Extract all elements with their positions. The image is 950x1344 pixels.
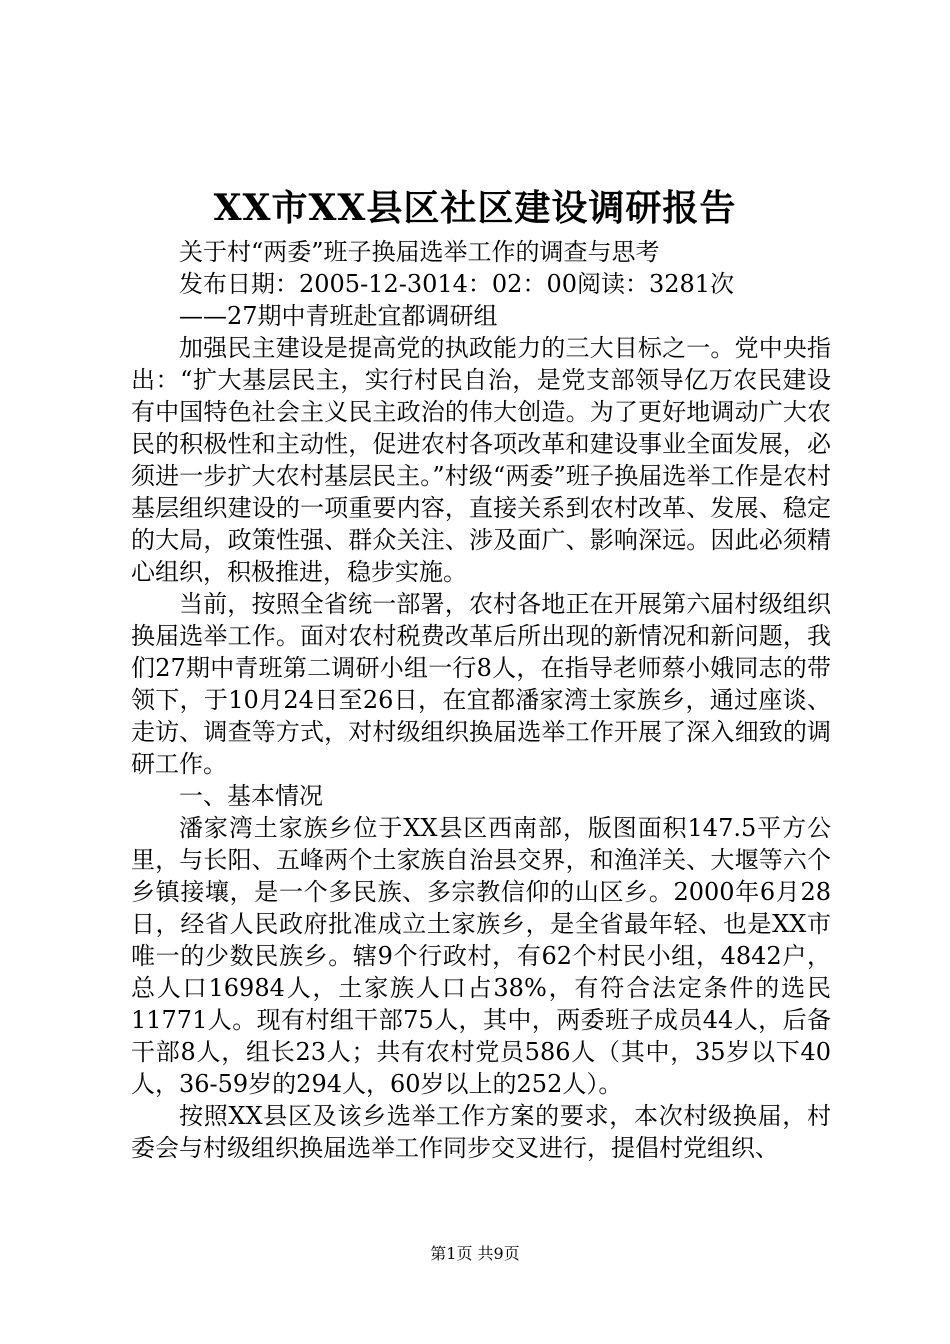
paragraph: 潘家湾土家族乡位于XX县区西南部，版图面积147.5平方公里，与长阳、五峰两个土家族自治县交界，和渔洋关、大堰等六个乡镇接壤，是一个多民族、多宗教信仰的山区乡。2000年6月28日，经省人民政府批准成立土家族乡，是全省最年轻、也是XX市唯一的少数民族乡。辖9个行政村，有62个村民小组，4842户，总人口16984人，土家族人口占38%，有符合法定条件的选民11771人。现有村组干部75人，其中，两委班子成员44人，后备干部8人，组长23人；共有农村党员586人（其中，35岁以下40人，36-59岁的294人，60岁以上的252人）。 bbox=[131, 814, 831, 1098]
document-title: XX市XX县区社区建设调研报告 bbox=[213, 187, 737, 229]
paragraph: 加强民主建设是提高党的执政能力的三大目标之一。党中央指出：“扩大基层民主，实行村民自治，是党支部领导亿万农民建设有中国特色社会主义民主政治的伟大创造。为了更好地调动广大农民的积极性和主动性，促进农村各项改革和建设事业全面发展，必须进一步扩大农村基层民主。”村级“两委”班子换届选举工作是农村基层组织建设的一项重要内容，直接关系到农村改革、发展、稳定的大局，政策性强、群众关注、涉及面广、影响深远。因此必须精心组织，积极推进，稳步实施。 bbox=[131, 334, 831, 586]
document-body bbox=[131, 236, 831, 1164]
publish-info-line: 发布日期：2005-12-3014：02：00阅读：3281次 bbox=[179, 270, 735, 298]
section-heading: 一、基本情况 bbox=[179, 782, 323, 810]
author-line: ——27期中青班赴宜都调研组 bbox=[179, 302, 498, 330]
paragraph: 当前，按照全省统一部署，农村各地正在开展第六届村级组织换届选举工作。面对农村税费改革后所出现的新情况和新问题，我们27期中青班第二调研小组一行8人，在指导老师蔡小娥同志的带领下，于10月24日至26日，在宜都潘家湾土家族乡，通过座谈、走访、调查等方式，对村级组织换届选举工作开展了深入细致的调研工作。 bbox=[131, 590, 831, 778]
subtitle-line: 关于村“两委”班子换届选举工作的调查与思考 bbox=[179, 238, 660, 266]
paragraph: 按照XX县区及该乡选举工作方案的要求，本次村级换届，村委会与村级组织换届选举工作同步交叉进行，提倡村党组织、 bbox=[131, 1102, 831, 1162]
page-number-footer: 第1页 共9页 bbox=[430, 1244, 520, 1263]
